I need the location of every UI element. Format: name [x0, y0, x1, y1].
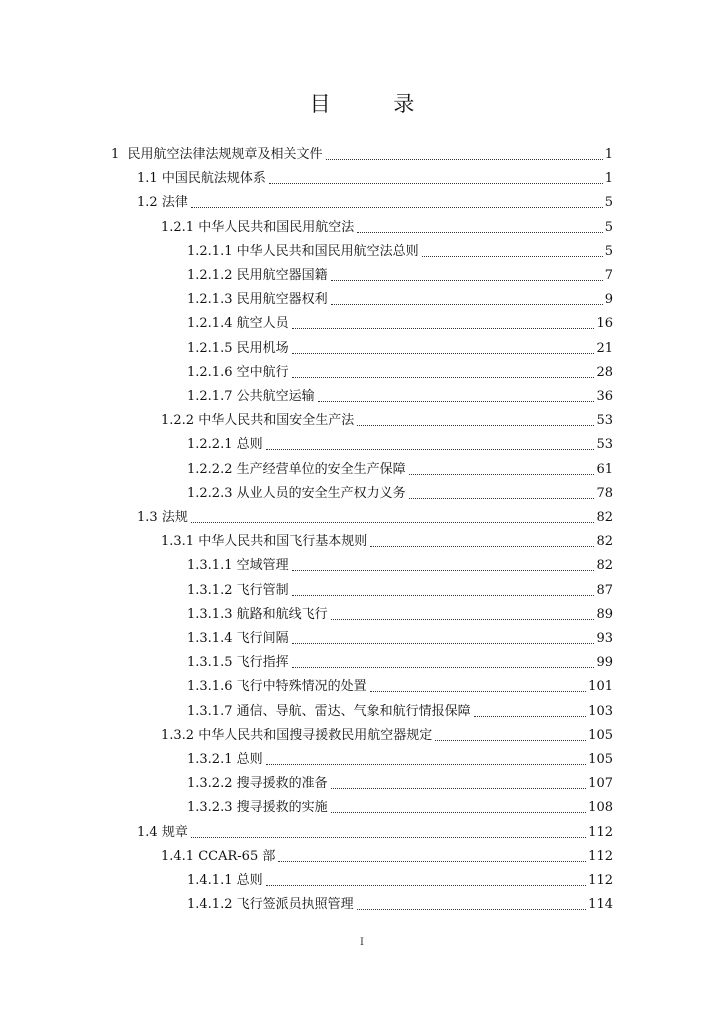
- toc-entry-title: 中国民航法规体系: [161, 171, 266, 187]
- toc-entry[interactable]: [187, 675, 613, 695]
- toc-entry-title: 民用航空器权利: [236, 292, 328, 308]
- toc-entry-title: 中华人民共和国民用航空法: [198, 219, 355, 235]
- toc-entry-page: 5: [604, 243, 613, 259]
- toc-entry[interactable]: [187, 264, 613, 284]
- toc-entry-number: 1.1: [137, 171, 158, 187]
- dot-leader: [266, 764, 587, 765]
- toc-entry-title: 中华人民共和国搜寻援救民用航空器规定: [198, 727, 433, 743]
- toc-entry[interactable]: [187, 700, 613, 720]
- toc-entry-page: 28: [596, 364, 613, 380]
- toc-entry[interactable]: [187, 869, 613, 889]
- toc-entry-title: 飞行签派员执照管理: [236, 897, 354, 913]
- toc-entry[interactable]: [187, 385, 613, 405]
- toc-entry-number: 1.3: [137, 510, 158, 525]
- toc-entry-page: 78: [596, 485, 613, 501]
- dot-leader: [331, 280, 603, 281]
- toc-entry-page: 1: [604, 147, 613, 162]
- toc-entry-number: 1.2.1: [161, 219, 195, 235]
- toc-entry-number: 1.3.1.3: [187, 606, 233, 622]
- toc-entry-page: 1: [604, 171, 613, 187]
- toc-entry-page: 89: [596, 606, 613, 622]
- toc-entry-title: 民用航空器国籍: [236, 268, 328, 283]
- toc-entry-title: 法规: [161, 510, 188, 525]
- toc-entry-title: 中华人民共和国飞行基本规则: [198, 534, 368, 550]
- toc-entry-page: 7: [604, 268, 613, 283]
- toc-entry-page: 53: [596, 413, 613, 429]
- toc-entry-number: 1.2.1.5: [187, 340, 233, 356]
- toc-entry-title: 搜寻援救的实施: [236, 800, 328, 816]
- toc-entry-title: CCAR-65 部: [198, 848, 276, 864]
- toc-entry-number: 1.4.1: [161, 848, 195, 864]
- toc-entry-title: 空中航行: [236, 364, 289, 380]
- dot-leader: [292, 328, 595, 329]
- toc-entry-page: 82: [596, 558, 613, 574]
- toc-entry-page: 101: [588, 679, 613, 695]
- toc-entry-title: 法律: [161, 195, 188, 211]
- toc-entry-number: 1.4.1.2: [187, 897, 233, 913]
- toc-entry-page: 112: [588, 848, 613, 864]
- toc-entry-page: 114: [588, 897, 613, 913]
- toc-entry-title: 公共航空运输: [236, 389, 315, 404]
- toc-entry[interactable]: [111, 143, 613, 163]
- toc-entry-title: 从业人员的安全生产权力义务: [236, 485, 406, 501]
- toc-entry-page: 99: [596, 655, 613, 671]
- toc-entry-page: 112: [588, 824, 613, 840]
- toc-entry-number: 1.2.1.3: [187, 292, 233, 308]
- toc-entry[interactable]: [187, 337, 613, 357]
- toc-entry-page: 112: [588, 873, 613, 888]
- toc-entry-title: 民用机场: [236, 340, 289, 356]
- dot-leader: [331, 788, 587, 789]
- toc-entry-number: 1.3.2: [161, 727, 195, 743]
- toc-entry-number: 1.3.2.3: [187, 800, 233, 816]
- toc-entry-number: 1.2.1.6: [187, 364, 233, 380]
- toc-entry[interactable]: [187, 433, 613, 453]
- dot-leader: [292, 643, 595, 644]
- toc-entry-number: 1.2.2.3: [187, 485, 233, 501]
- toc-entry-title: 飞行指挥: [236, 655, 289, 671]
- toc-entry[interactable]: [187, 240, 613, 260]
- toc-entry[interactable]: [187, 651, 613, 671]
- toc-entry-number: 1.3.1.7: [187, 703, 233, 719]
- toc-entry-number: 1.2.2.2: [187, 461, 233, 477]
- dot-leader: [474, 716, 587, 717]
- dot-leader: [370, 691, 587, 692]
- dot-leader: [370, 546, 594, 547]
- toc-entry[interactable]: [187, 772, 613, 792]
- dot-leader: [357, 232, 602, 233]
- toc-entry-page: 9: [604, 292, 613, 308]
- toc-entry-title: 中华人民共和国安全生产法: [198, 413, 355, 429]
- toc-entry-title: 总则: [236, 437, 263, 453]
- dot-leader: [191, 207, 603, 208]
- toc-entry-page: 53: [596, 437, 613, 453]
- toc-entry-page: 21: [596, 340, 613, 356]
- toc-entry-page: 103: [588, 703, 613, 719]
- toc-entry-page: 5: [604, 219, 613, 235]
- dot-leader: [435, 740, 586, 741]
- toc-entry-page: 82: [596, 534, 613, 550]
- toc-entry[interactable]: [187, 361, 613, 381]
- toc-entry[interactable]: [161, 845, 613, 865]
- toc-entry-number: 1.4: [137, 824, 158, 840]
- toc-entry[interactable]: [161, 530, 613, 550]
- toc-entry-number: 1.2: [137, 195, 158, 211]
- toc-entry[interactable]: [187, 312, 613, 332]
- toc-entry-title: 航路和航线飞行: [236, 606, 328, 622]
- toc-entry-page: 61: [596, 461, 613, 477]
- toc-entry-page: 107: [588, 776, 613, 792]
- toc-entry[interactable]: [187, 796, 613, 816]
- toc-entry-number: 1.3.1.1: [187, 558, 233, 574]
- toc-entry-title: 民用航空法律法规规章及相关文件: [127, 147, 323, 162]
- toc-entry-title: 规章: [161, 824, 188, 840]
- toc-entry-title: 飞行管制: [236, 582, 289, 598]
- dot-leader: [409, 474, 595, 475]
- toc-entry-number: 1: [111, 147, 120, 162]
- dot-leader: [292, 570, 595, 571]
- dot-leader: [292, 377, 595, 378]
- toc-entry-number: 1.3.1.6: [187, 679, 233, 695]
- toc-entry[interactable]: [137, 191, 613, 211]
- toc-entry-title: 总则: [236, 873, 263, 888]
- toc-entry[interactable]: [187, 458, 613, 478]
- toc-entry-page: 5: [604, 195, 613, 211]
- dot-leader: [292, 353, 595, 354]
- dot-leader: [269, 183, 603, 184]
- toc-entry[interactable]: [137, 821, 613, 841]
- toc-entry-page: 108: [588, 800, 613, 816]
- dot-leader: [331, 619, 595, 620]
- dot-leader: [357, 909, 587, 910]
- toc-entry[interactable]: [161, 724, 613, 744]
- footer-page-number: I: [360, 937, 364, 948]
- toc-entry-number: 1.3.1.2: [187, 582, 233, 598]
- toc-entry-page: 105: [588, 727, 613, 743]
- toc-entry[interactable]: [187, 579, 613, 599]
- toc-entry[interactable]: [187, 482, 613, 502]
- dot-leader: [292, 667, 595, 668]
- dot-leader: [278, 861, 586, 862]
- toc-entry-number: 1.3.1.4: [187, 631, 233, 646]
- toc-entry[interactable]: [137, 506, 613, 526]
- dot-leader: [266, 885, 587, 886]
- toc-entry-page: 82: [596, 510, 613, 525]
- toc-entry[interactable]: [137, 167, 613, 187]
- toc-entry[interactable]: [187, 603, 613, 623]
- toc-entry-number: 1.3.1: [161, 534, 195, 550]
- dot-leader: [331, 812, 587, 813]
- page-title: 目 录: [309, 92, 443, 116]
- toc-entry[interactable]: [187, 554, 613, 574]
- toc-entry-page: 36: [596, 389, 613, 404]
- dot-leader: [191, 837, 586, 838]
- toc-entry-number: 1.2.2.1: [187, 437, 233, 453]
- dot-leader: [266, 449, 595, 450]
- toc-entry-title: 飞行中特殊情况的处置: [236, 679, 367, 695]
- toc-entry-title: 生产经营单位的安全生产保障: [236, 461, 406, 477]
- toc-entry-number: 1.2.1.1: [187, 243, 233, 259]
- toc-entry-number: 1.2.2: [161, 413, 195, 429]
- toc-entry[interactable]: [161, 409, 613, 429]
- toc-entry-title: 中华人民共和国民用航空法总则: [236, 243, 419, 259]
- toc-entry-number: 1.2.1.2: [187, 268, 233, 283]
- toc-entry-number: 1.3.1.5: [187, 655, 233, 671]
- toc-entry-title: 通信、导航、雷达、气象和航行情报保障: [236, 703, 471, 719]
- toc-entry-title: 空域管理: [236, 558, 289, 574]
- toc-entry[interactable]: [187, 288, 613, 308]
- toc-entry-title: 飞行间隔: [236, 631, 289, 646]
- toc-entry-page: 105: [588, 752, 613, 767]
- toc-entry-number: 1.2.1.7: [187, 389, 233, 404]
- toc-entry-number: 1.2.1.4: [187, 316, 233, 332]
- toc-entry-page: 93: [596, 631, 613, 646]
- dot-leader: [318, 401, 595, 402]
- toc-entry-title: 搜寻援救的准备: [236, 776, 328, 792]
- dot-leader: [422, 256, 603, 257]
- dot-leader: [331, 304, 603, 305]
- toc-entry[interactable]: [161, 216, 613, 236]
- toc-entry-title: 总则: [236, 752, 263, 767]
- toc-entry[interactable]: [187, 893, 613, 913]
- toc-entry[interactable]: [187, 748, 613, 768]
- toc-entry-number: 1.3.2.1: [187, 752, 233, 767]
- toc-entry-number: 1.4.1.1: [187, 873, 233, 888]
- toc-entry-title: 航空人员: [236, 316, 289, 332]
- dot-leader: [292, 595, 595, 596]
- toc-entry-page: 87: [596, 582, 613, 598]
- dot-leader: [409, 498, 595, 499]
- dot-leader: [326, 159, 603, 160]
- toc-entry[interactable]: [187, 627, 613, 647]
- toc-entry-page: 16: [596, 316, 613, 332]
- dot-leader: [357, 425, 594, 426]
- toc-entry-number: 1.3.2.2: [187, 776, 233, 792]
- dot-leader: [191, 522, 595, 523]
